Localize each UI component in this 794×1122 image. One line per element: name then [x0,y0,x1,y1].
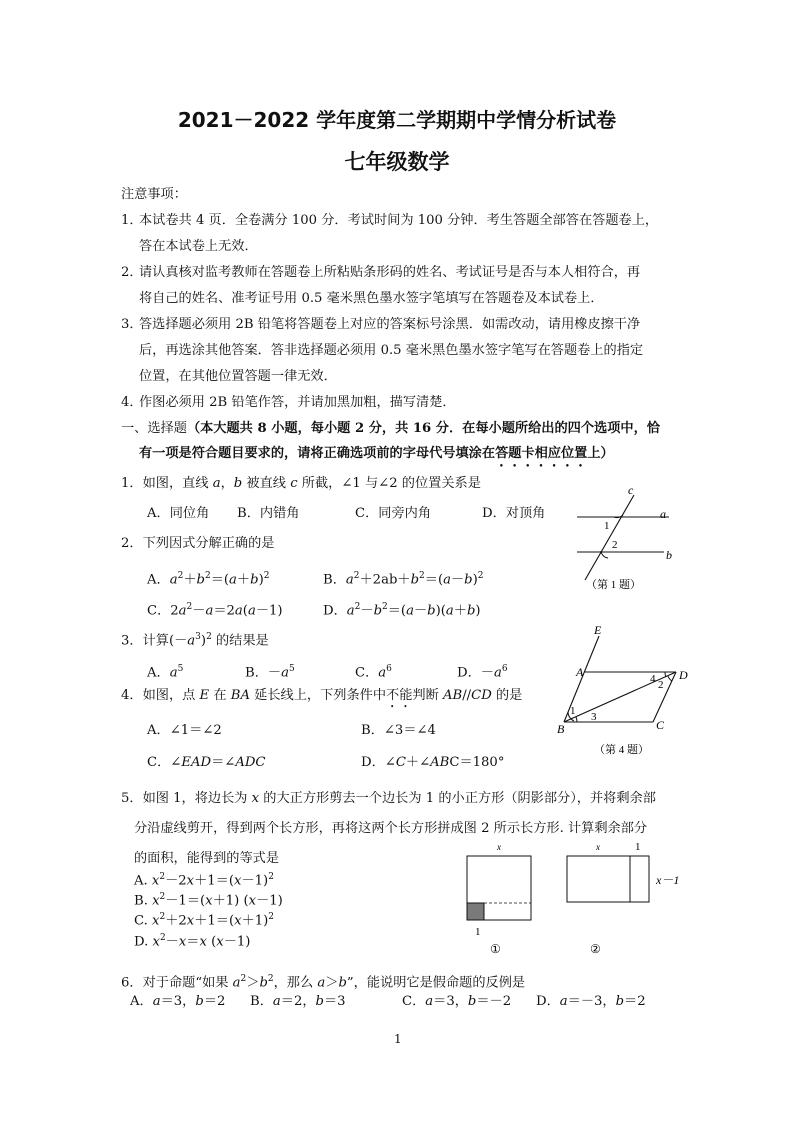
line-c [585,495,634,580]
option-b[interactable]: B．$-a^5$ [245,664,295,681]
option-c[interactable]: C．$a^6$ [355,664,392,681]
notice-number: 2． [121,265,143,280]
option-b[interactable]: B．内错角 [237,506,300,521]
option-c[interactable]: C．同旁内角 [355,506,432,521]
q1-figure [568,482,688,594]
segment-dc [653,672,676,722]
option-d[interactable]: D．a＝－3，b＝2 [536,994,646,1009]
question-stem: 的面积，能得到的等式是 [134,851,280,866]
question-stem: 判断 AB//CD 的是 [412,688,523,703]
option-b[interactable]: B．∠3＝∠4 [361,723,436,738]
label-c: c [628,483,634,497]
label-angle-1: 1 [604,520,610,532]
question-stem: 2．下列因式分解正确的是 [121,536,275,551]
angle-2-arc [668,676,672,681]
section-label: 选择题 [147,421,187,436]
fig2-top-x-label: x [596,842,600,852]
label-angle-4: 4 [650,673,656,685]
notice-line: 作图必须用 2B 铅笔作答，并请加黑加粗，描写清楚． [139,395,456,410]
notice-line: 答选择题必须用 2B 铅笔将答题卷上对应的答案标号涂黑．如需改动，请用橡皮擦干净 [139,317,641,332]
question-stem: 分沿虚线剪开，得到两个长方形，再将这两个长方形拼成图 2 所示长方形. 计算剩余部分 [134,821,648,836]
option-a[interactable]: A．∠1＝∠2 [147,723,222,738]
option-a[interactable]: A．$a^2+b^2=(a+b)^2$ [147,571,270,588]
fig2-mark: ② [590,942,601,956]
label-b: b [666,548,672,562]
page-number: 1 [394,1032,402,1046]
label-b: B [557,722,565,736]
notice-line: 将自己的姓名、准考证号用 0.5 毫米黑色墨水签字笔填写在答题卷及本试卷上． [139,291,604,306]
q4-figure [554,620,700,760]
section-instructions: （本大题共 8 小题，每小题 2 分，共 16 分．在每小题所给出的四个选项中，恰 [186,421,660,436]
option-a[interactable]: A．$a^5$ [147,664,184,681]
option-c[interactable]: C．a＝3，b＝－2 [402,994,512,1009]
notice-line: 位置，在其他位置答题一律无效． [139,369,337,384]
option-b[interactable]: B．a＝2，b＝3 [250,994,346,1009]
notice-line: 本试卷共 4 页．全卷满分 100 分．考试时间为 100 分钟．考生答题全部答在答题卷上， [139,213,659,228]
option-d[interactable]: D．$-a^6$ [457,664,508,681]
section-instructions: 上） [587,446,614,461]
option-c[interactable]: C．$2a^2-a=2a(a-1)$ [147,602,283,619]
fig1-top-label: x [497,842,501,852]
label-angle-1: 1 [570,705,576,717]
notice-number: 1． [121,213,143,228]
combined-rectangle [567,856,649,902]
option-d[interactable]: D．对顶角 [482,506,546,521]
label-angle-2: 2 [658,679,664,691]
figure-caption: （第 4 题） [594,744,649,756]
question-stem: 3．计算$(-a^3)^2$ 的结果是 [121,632,269,649]
page-title: 2021－2022 学年度第二学期期中学情分析试卷 [177,108,617,132]
question-stem: 1．如图，直线 a，b 被直线 c 所截，∠1 与∠2 的位置关系是 [121,476,481,491]
label-angle-2: 2 [612,539,618,551]
option-d[interactable]: D．$a^2-b^2=(a-b)(a+b)$ [323,602,481,619]
notice-number: 4． [121,395,143,410]
page-subtitle: 七年级数学 [344,150,450,174]
option-a[interactable]: A．同位角 [147,506,210,521]
label-a: A [576,665,584,679]
small-square-shaded [467,903,484,920]
question-stem: 6．对于命题“如果 $a^2>b^2$，那么 a＞b”，能说明它是假命题的反例是 [121,974,526,991]
option-c[interactable]: C．∠EAD＝∠ADC [147,755,266,770]
label-c: C [656,718,665,732]
option-d[interactable]: D．∠C＋∠ABC＝180° [361,755,505,770]
option-b[interactable]: B．$a^2+2ab+b^2=(a-b)^2$ [323,571,484,588]
section-number: 一、 [121,421,148,436]
question-stem: 4．如图，点 E 在 BA 延长线上，下列条件中 [121,688,387,703]
fig2-side-label: x－1 [656,873,680,887]
label-angle-3: 3 [591,711,597,723]
section-instructions: 有一项是符合题目要求的，请将正确选项前的字母代号填涂在 [139,446,496,461]
option-c[interactable]: C. $x^2+2x+1=(x+1)^2$ [134,912,275,929]
question-stem: 5．如图 1，将边长为 x 的大正方形剪去一个边长为 1 的小正方形（阴影部分），并将剩余部 [121,791,656,806]
option-a[interactable]: A. $x^2-2x+1=(x-1)^2$ [134,872,274,889]
notice-number: 3． [121,317,143,332]
notice-line: 请认真核对监考教师在答题卷上所粘贴条形码的姓名、考试证号是否与本人相符合，再 [139,265,641,280]
notice-line: 答在本试卷上无效． [139,239,258,254]
figure-caption: （第 1 题） [586,579,641,591]
notice-label: 注意事项： [121,187,187,202]
label-a: a [660,507,666,521]
notice-line: 后，再选涂其他答案．答非选择题必须用 0.5 毫米黑色墨水签字笔写在答题卷上的指定 [139,343,644,358]
label-d: D [679,668,688,682]
option-d[interactable]: D. $x^2-x=x$ (x－1) [134,933,251,950]
fig1-side-label: 1 [475,926,481,938]
angle-3-arc [576,717,577,722]
option-b[interactable]: B. $x^2-1=(x+1)$ (x－1) [134,892,283,909]
fig2-top-1-label: 1 [635,841,641,853]
q5-figure [462,838,692,960]
emphasized-text: 不能 [386,688,413,703]
fig1-mark: ① [490,942,501,956]
emphasized-text: 答题卡相应位置 [495,446,588,461]
label-e: E [594,623,602,637]
option-a[interactable]: A．a＝3，b＝2 [130,994,226,1009]
